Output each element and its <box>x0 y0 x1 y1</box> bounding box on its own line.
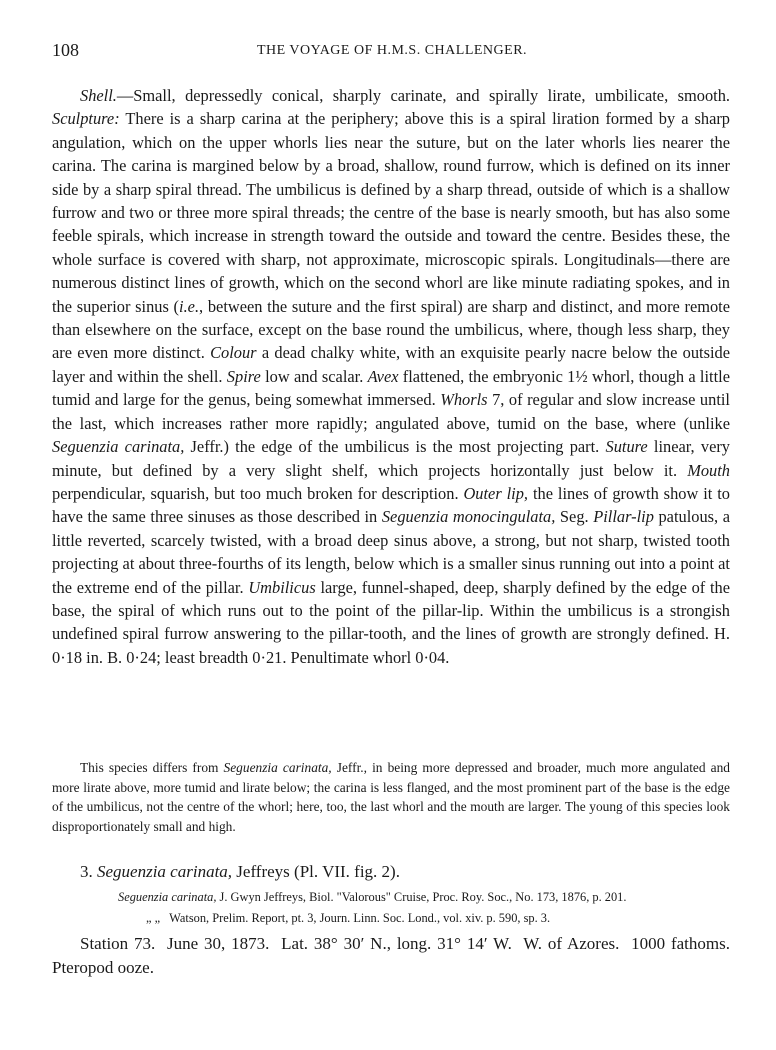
page-number: 108 <box>52 40 79 60</box>
outer-lip-label: Outer lip, <box>463 483 529 503</box>
pillar-lip-label: Pillar-lip <box>593 507 654 527</box>
spire-label: Spire <box>226 366 261 386</box>
description-paragraph: Shell.—Small, depressedly conical, sharply carinate, and spirally lirate, umbilicate, smooth. Sculpture: There is a sharp carina at the periphery; above this is a spiral liration formed by a sharp angulation, which on the upper whorls lies near the suture, but on the later whorls lies nearer the carina. The carina is margined below by a broad, shallow, round furrow, which is defined on its inner side by a sharp spiral thread. The umbilicus is defined by a sharp thread, outside of which is a shallow furrow and two or three more spiral threads; the centre of the base is nearly smooth, but has also some feeble spirals, which increase in strength toward the outside and toward the centre. Besides these, the whole surface is covered with sharp, not approximate, microscopic spirals. Longitudinals—there are numerous distinct lines of growth, which on the second whorl are like minute radiating spokes, and in the superior sinus (i.e., between the suture and the first spiral) are sharp and distinct, and more remote than elsewhere on the surface, except on the base round the umbilicus, where, though less sharp, they are even more distinct. Colour a dead chalky white, with an exquisite pearly nacre below the outside layer and within the shell. Spire low and scalar. Avex flattened, the embryonic 1½ whorl, though a little tumid and large for the genus, being somewhat immersed. Whorls 7, of regular and slow increase until the last, which increases rather more rapidly; angulated above, tumid on the base, where (unlike Seguenzia carinata, Jeffr.) the edge of the umbilicus is the most projecting part. Suture linear, very minute, but defined by a very slight shelf, which projects horizontally just below it. Mouth perpendicular, squarish, but too much broken for description. Outer lip, the lines of growth show it to have the same three sinuses as those described in Seguenzia monocingulata, Seg. Pillar-lip patulous, a little reverted, scarcely twisted, with a broad deep sinus above, a strong, but not sharp, twisted tooth projecting at about three-fourths of its length, below which is a smaller sinus running out into a point at the extreme end of the pillar. Umbilicus large, funnel-shaped, deep, sharply defined by the edge of the base, the spiral of which runs out to the point of the pillar-lip. Within the umbilicus is a strongish undefined spiral furrow answering to the pillar-tooth, and the lines of growth are strongly defined. H. 0·18 in. B. 0·24; least breadth 0·21. Penultimate whorl 0·04. <box>52 86 731 667</box>
page-header <box>52 40 732 62</box>
mouth-label: Mouth <box>687 460 730 480</box>
umbilicus-label: Umbilicus <box>248 577 316 597</box>
reference-1: Seguenzia carinata, J. Gwyn Jeffreys, Biol. "Valorous" Cruise, Proc. Roy. Soc., No. 173, 1876, p. 201. <box>118 890 627 904</box>
whorls-label: Whorls <box>440 390 488 410</box>
comparison-note: This species differs from Seguenzia carinata, Jeffr., in being more depressed and broader, much more angulated and more lirate above, more tumid and lirate below; the carina is less flanged, and the most prominent part of the base is the edge of the umbilicus, not the centre of the whorl; here, too, the last whorl and the mouth are larger. The young of this species look disproportionately small and high. <box>52 760 730 834</box>
species-name: Seguenzia carinata, <box>97 862 233 881</box>
suture-label: Suture <box>605 437 648 457</box>
sculpture-label: Sculpture: <box>52 109 120 129</box>
running-title: THE VOYAGE OF H.M.S. CHALLENGER. <box>256 43 528 58</box>
apex-label: Avex <box>367 366 399 386</box>
species-heading: 3. Seguenzia carinata, Jeffreys (Pl. VII. fig. 2). <box>80 862 400 881</box>
reference-2: „ „ Watson, Prelim. Report, pt. 3, Journ. Linn. Soc. Lond., vol. xiv. p. 590, sp. 3. <box>146 911 551 925</box>
species-description <box>52 84 730 669</box>
station-record: Station 73. June 30, 1873. Lat. 38° 30′ N., long. 31° 14′ W. W. of Azores. 1000 fathoms. Pteropod ooze. <box>52 934 739 977</box>
colour-label: Colour <box>210 343 257 363</box>
shell-label: Shell. <box>80 86 117 105</box>
